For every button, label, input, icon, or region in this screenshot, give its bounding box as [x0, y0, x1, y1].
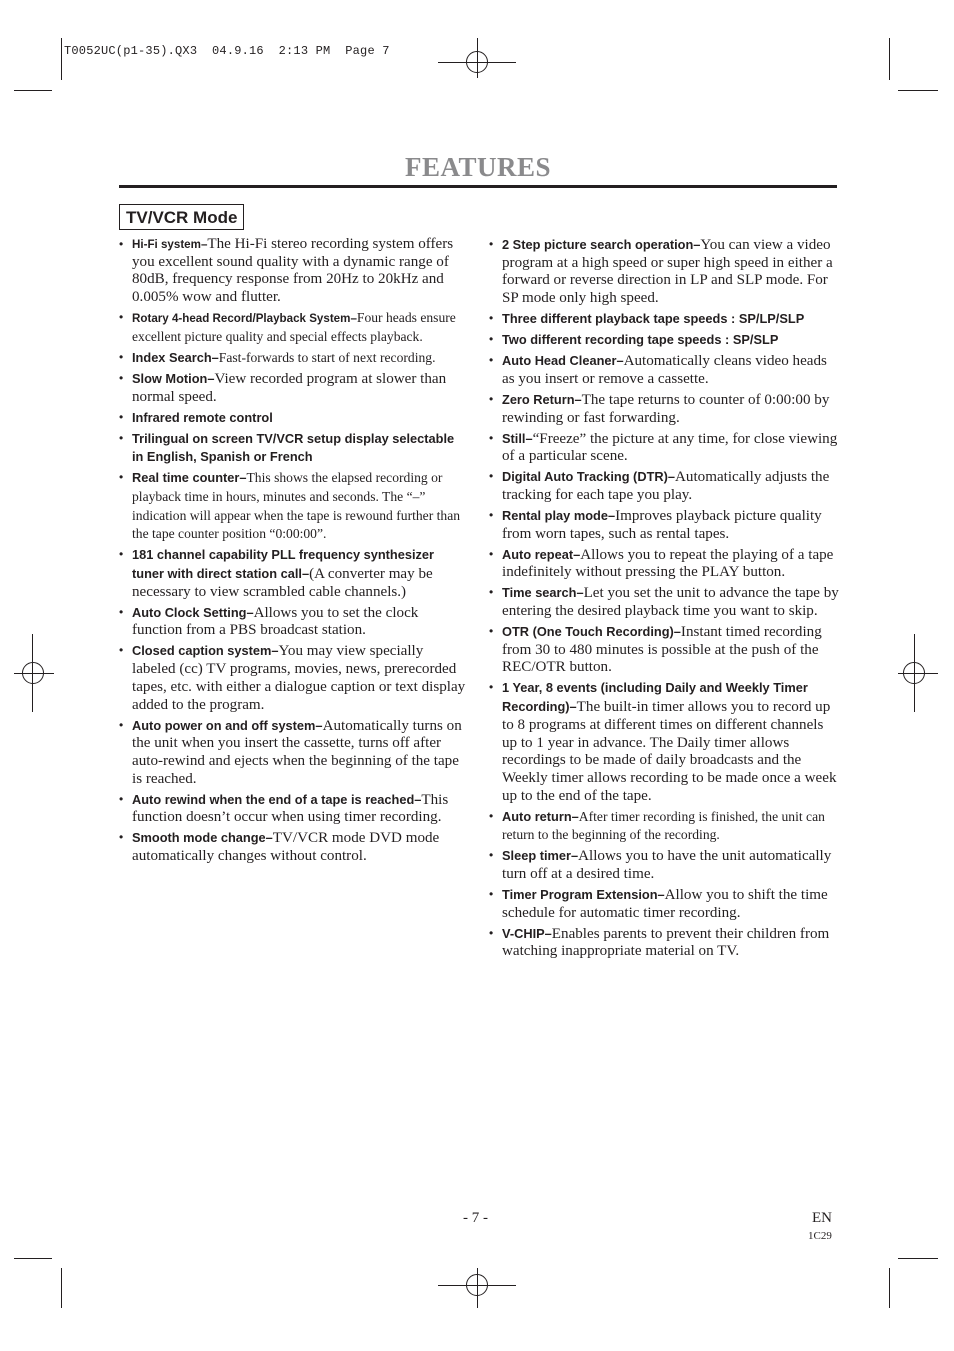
- list-item: [489, 468, 839, 504]
- feature-list-left: [119, 236, 469, 866]
- feature-term: Digital Auto Tracking (DTR)–: [502, 469, 676, 485]
- document-code: 1C29: [808, 1230, 832, 1242]
- feature-description: This function doesn’t occur when using timer recording.: [132, 791, 449, 826]
- page-number: - 7 -: [463, 1210, 488, 1226]
- feature-description: View recorded program at slower than normal speed.: [132, 370, 447, 405]
- list-item: [119, 717, 469, 789]
- list-item: [489, 623, 839, 677]
- registration-mark-icon: [22, 662, 44, 684]
- feature-term: V-CHIP–: [502, 925, 552, 941]
- crop-mark: [898, 1258, 938, 1259]
- list-item: [119, 309, 469, 346]
- feature-description: Automatically cleans video heads as you insert or remove a cassette.: [502, 353, 827, 387]
- feature-term: Infrared remote control: [132, 409, 273, 425]
- list-item: [489, 679, 839, 805]
- feature-term: Time search–: [502, 585, 584, 601]
- list-item: [119, 370, 469, 406]
- feature-term: OTR (One Touch Recording)–: [502, 624, 681, 640]
- list-item: [119, 469, 469, 544]
- feature-description: You may view specially labeled (cc) TV programs, movies, news, prerecorded tapes, etc. with either a dialogue caption or text display added to the program.: [132, 643, 466, 713]
- feature-term: Index Search–: [132, 349, 219, 365]
- feature-description: Four heads ensure excellent picture quality and special effects playback.: [132, 310, 456, 344]
- feature-term: Auto return–: [502, 808, 579, 824]
- feature-description: Allows you to repeat the playing of a tape indefinitely without pressing the PLAY button.: [502, 546, 834, 581]
- feature-term: Closed caption system–: [132, 643, 279, 659]
- feature-term: Smooth mode change–: [132, 830, 273, 846]
- registration-mark-icon: [466, 1274, 488, 1296]
- feature-term: 2 Step picture search operation–: [502, 237, 701, 252]
- list-item: [489, 584, 839, 620]
- feature-description: Allows you to set the clock function from a PBS broadcast station.: [132, 604, 419, 639]
- crop-mark: [61, 38, 62, 80]
- list-item: [119, 791, 469, 827]
- feature-description: The built-in timer allows you to record up to 8 programs at different times on different channels up to 1 year in advance. The Daily timer allows recordings to be made of daily broadcasts and the Weekly timer allows recording to be made once a week up to the end of the tape.: [502, 699, 837, 804]
- feature-term: Slow Motion–: [132, 370, 215, 386]
- list-item: [119, 546, 469, 601]
- list-item: [489, 808, 839, 845]
- crop-mark: [889, 38, 890, 80]
- list-item: [489, 925, 839, 961]
- feature-description: (A converter may be necessary to view scrambled cable channels.): [132, 566, 433, 600]
- crop-mark: [61, 1268, 62, 1308]
- page-title: FEATURES: [404, 152, 552, 182]
- list-item: [489, 886, 839, 922]
- feature-term: Auto repeat–: [502, 546, 581, 562]
- list-item: [489, 331, 839, 350]
- feature-term: Hi-Fi system–: [132, 238, 208, 251]
- list-item: [489, 310, 839, 329]
- feature-description: After timer recording is finished, the unit can return to the beginning of the recording.: [502, 808, 825, 843]
- list-item: [119, 236, 469, 307]
- feature-term: Still–: [502, 430, 533, 446]
- feature-description: TV/VCR mode DVD mode automatically changes without control.: [132, 830, 440, 865]
- feature-description: Automatically adjusts the tracking for each tape you play.: [502, 469, 830, 503]
- feature-description: Enables parents to prevent their children from watching inappropriate material on TV.: [502, 925, 830, 960]
- feature-term: Three different playback tape speeds : SP/LP/SLP: [502, 311, 805, 327]
- feature-description: This shows the elapsed recording or playback time in hours, minutes and seconds. The “–” indication will appear when the tape is rewound further than the tape counter position “0:00:00”.: [132, 470, 461, 542]
- crop-mark: [898, 90, 938, 91]
- registration-mark-icon: [466, 51, 488, 73]
- feature-description: Automatically turns on the unit when you insert the cassette, turns off after auto-rewind and ejects when the beginning of the tape is reached.: [132, 717, 462, 787]
- title-divider: [119, 185, 837, 188]
- feature-description: Allows you to have the unit automatically turn off at a desired time.: [502, 848, 832, 883]
- feature-term: Zero Return–: [502, 391, 582, 407]
- feature-list-right: [489, 236, 839, 961]
- list-item: [119, 642, 469, 714]
- list-item: [489, 352, 839, 388]
- list-item: [119, 409, 469, 428]
- print-file-info: T0052UC(p1-35).QX3 04.9.16 2:13 PM Page 7: [64, 44, 390, 58]
- feature-term: Auto Head Cleaner–: [502, 353, 624, 369]
- crop-mark: [14, 90, 52, 91]
- list-item: [489, 391, 839, 427]
- list-item: [119, 604, 469, 640]
- list-item: [489, 236, 839, 308]
- feature-term: 1 Year, 8 events (including Daily and Weekly Timer Recording)–: [502, 680, 808, 715]
- features-left-column: [119, 236, 469, 868]
- list-item: [489, 507, 839, 543]
- features-right-column: [489, 236, 839, 963]
- feature-description: Allow you to shift the time schedule for automatic timer recording.: [502, 887, 828, 921]
- list-item: [489, 546, 839, 582]
- feature-term: Real time counter–: [132, 470, 247, 486]
- feature-term: Trilingual on screen TV/VCR setup display selectable in English, Spanish or French: [132, 430, 455, 465]
- feature-description: The tape returns to counter of 0:00:00 by rewinding or fast forwarding.: [502, 391, 830, 426]
- crop-mark: [14, 1258, 52, 1259]
- feature-term: Auto power on and off system–: [132, 717, 323, 733]
- list-item: [489, 847, 839, 883]
- feature-description: Instant timed recording from 30 to 480 minutes is possible at the push of the REC/OTR button.: [502, 624, 822, 676]
- feature-term: Auto Clock Setting–: [132, 604, 254, 620]
- list-item: [119, 430, 469, 467]
- section-label-tv-vcr-mode: TV/VCR Mode: [119, 204, 244, 230]
- feature-description: Let you set the unit to advance the tape by entering the desired playback time you want to skip.: [502, 585, 839, 620]
- list-item: [119, 349, 469, 368]
- feature-description: You can view a video program at a high speed or super high speed in either a forward or reverse direction in LP and SLP mode. For SP mode only high speed.: [502, 237, 833, 307]
- list-item: [489, 430, 839, 466]
- feature-term: Rental play mode–: [502, 507, 616, 523]
- list-item: [119, 829, 469, 865]
- feature-term: Timer Program Extension–: [502, 887, 665, 903]
- feature-term: Auto rewind when the end of a tape is reached–: [132, 791, 422, 807]
- feature-description: Improves playback picture quality from worn tapes, such as rental tapes.: [502, 507, 822, 542]
- feature-term: Sleep timer–: [502, 848, 579, 864]
- feature-term: Rotary 4-head Record/Playback System–: [132, 312, 357, 326]
- crop-mark: [889, 1268, 890, 1308]
- feature-description: Fast-forwards to start of next recording.: [218, 349, 436, 365]
- language-code: EN: [812, 1210, 832, 1226]
- feature-term: 181 channel capability PLL frequency synthesizer tuner with direct station call–: [132, 547, 435, 582]
- registration-mark-icon: [903, 662, 925, 684]
- feature-description: “Freeze” the picture at any time, for close viewing of a particular scene.: [502, 430, 838, 465]
- feature-description: The Hi-Fi stereo recording system offers you excellent sound quality with a dynamic range of 80dB, frequency response from 20Hz to 20kHz and 0.005% wow and flutter.: [132, 236, 454, 306]
- feature-term: Two different recording tape speeds : SP/SLP: [502, 332, 779, 348]
